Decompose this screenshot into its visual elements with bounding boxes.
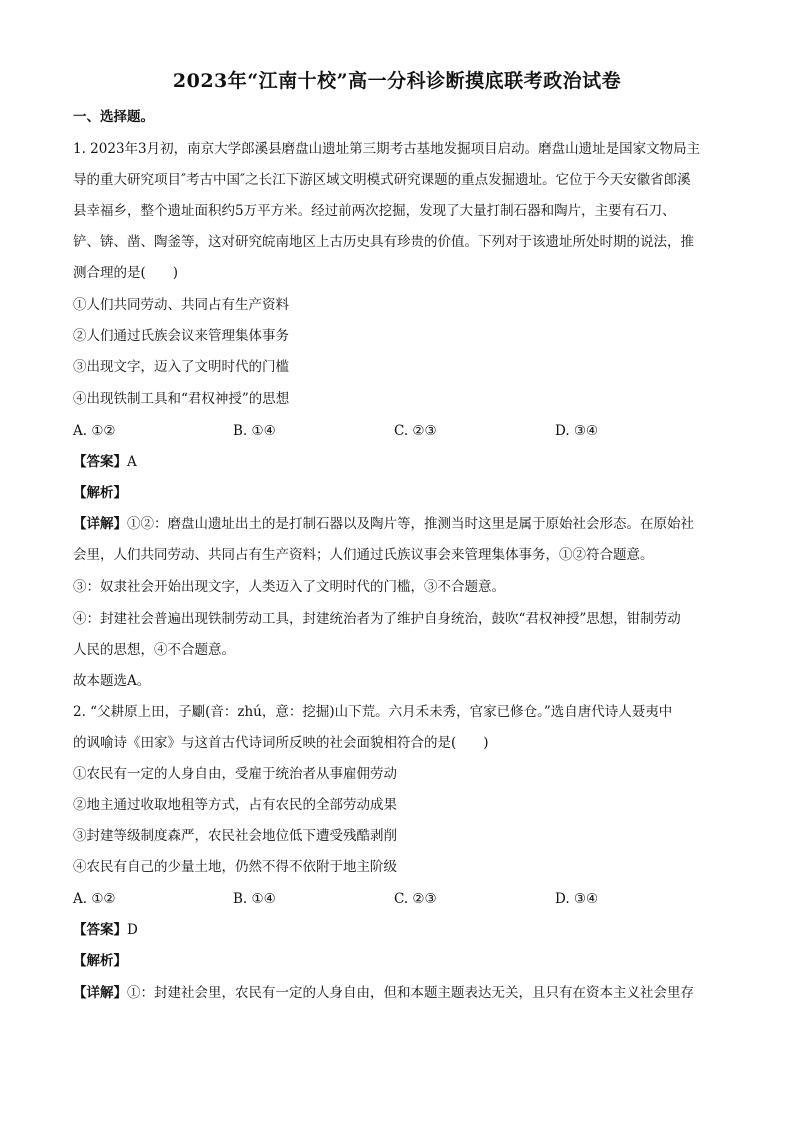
q2-option-d: D. ③④	[555, 891, 599, 907]
q1-stem-line: 测合理的是( )	[73, 265, 179, 281]
q2-item: ④农民有自己的少量土地，仍然不得不依附于地主阶级	[73, 859, 397, 875]
q1-detail-line: 【详解】①②：磨盘山遗址出土的是打制石器以及陶片等，推测当时这里是属于原始社会形态。在原始社	[73, 516, 694, 532]
q1-detail-line: 故本题选A。	[73, 673, 151, 689]
q2-item: ①农民有一定的人身自由，受雇于统治者从事雇佣劳动	[73, 766, 397, 782]
q2-option-b: B. ①④	[233, 891, 276, 907]
answer-label: 【答案】	[73, 922, 127, 938]
q1-analysis-label: 【解析】	[73, 485, 127, 501]
answer-value: D	[127, 922, 138, 938]
q2-stem-line: 的讽喻诗《田家》与这首古代诗词所反映的社会面貌相符合的是( )	[73, 735, 489, 751]
q1-option-b: B. ①④	[233, 423, 276, 439]
q1-item: ④出现铁制工具和“君权神授”的思想	[73, 391, 290, 407]
q2-stem-line: 2. “父耕原上田，子劚(音：zhú，意：挖掘)山下荒。六月禾未秀，官家已修仓。”选自唐代诗人聂夷中	[73, 704, 673, 720]
answer-value: A	[127, 454, 137, 470]
q2-detail-line: 【详解】①：封建社会里，农民有一定的人身自由，但和本题主题表达无关，且只有在资本主义社会里存	[73, 985, 694, 1001]
detail-label: 【详解】	[73, 516, 127, 532]
q1-detail-line: ③：奴隶社会开始出现文字，人类迈入了文明时代的门槛，③不合题意。	[73, 579, 505, 595]
q2-option-a: A. ①②	[73, 891, 116, 907]
q1-item: ①人们共同劳动、共同占有生产资料	[73, 297, 289, 313]
q1-stem-line: 1. 2023年3月初，南京大学郎溪县磨盘山遗址第三期考古基地发掘项目启动。磨盘山遗址是国家文物局主	[73, 141, 701, 157]
q1-stem-line: 铲、锛、凿、陶釜等，这对研究皖南地区上古历史具有珍贵的价值。下列对于该遗址所处时期的说法，推	[73, 234, 694, 250]
q1-detail-line: ④：封建社会普遍出现铁制劳动工具，封建统治者为了维护自身统治，鼓吹“君权神授”思想，钳制劳动	[73, 611, 681, 627]
q1-item: ②人们通过氏族会议来管理集体事务	[73, 328, 289, 344]
detail-label: 【详解】	[73, 985, 127, 1001]
q2-answer	[73, 920, 138, 940]
q1-item: ③出现文字，迈入了文明时代的门槛	[73, 359, 289, 375]
q2-item: ③封建等级制度森严，农民社会地位低下遭受残酷剥削	[73, 828, 397, 844]
q1-stem-line: 导的重大研究项目″考古中国″之长江下游区域文明模式研究课题的重点发掘遗址。它位于今天安徽省郎溪	[73, 172, 691, 188]
q1-option-d: D. ③④	[555, 423, 599, 439]
q2-item: ②地主通过收取地租等方式，占有农民的全部劳动成果	[73, 797, 397, 813]
q1-stem-line: 县幸福乡，整个遗址面积约5万平方米。经过前两次挖掘，发现了大量打制石器和陶片，主要有石刀、	[73, 203, 676, 219]
q1-option-c: C. ②③	[394, 423, 437, 439]
q1-detail-line: 人民的思想，④不合题意。	[73, 642, 235, 658]
q1-option-a: A. ①②	[73, 423, 116, 439]
page-title: 2023年“江南十校”高一分科诊断摸底联考政治试卷	[172, 70, 622, 92]
q2-option-c: C. ②③	[394, 891, 437, 907]
q1-answer	[73, 452, 137, 472]
q2-analysis-label: 【解析】	[73, 953, 127, 969]
section-heading: 一、选择题。	[73, 109, 154, 125]
q1-detail-line: 会里，人们共同劳动、共同占有生产资料；人们通过氏族议事会来管理集体事务，①②符合题意。	[73, 547, 654, 563]
answer-label: 【答案】	[73, 454, 127, 470]
